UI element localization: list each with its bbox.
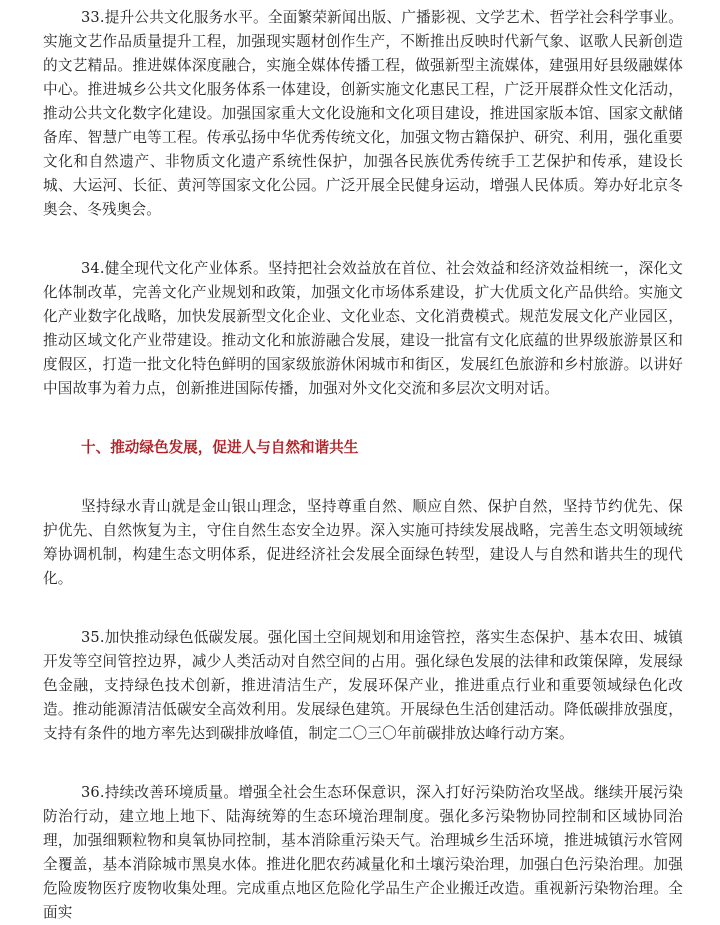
paragraph-34: 34.健全现代文化产业体系。坚持把社会效益放在首位、社会效益和经济效益相统一，深化文化体制改革，完善文化产业规划和政策，加强文化市场体系建设，扩大优质文化产品供给。实施文化产业数字化战略，加快发展新型文化企业、文化业态、文化消费模式。规范发展文化产业园区，推动区域文化产业带建设。推动文化和旅游融合发展，建设一批富有文化底蕴的世界级旅游景区和度假区，打造一批文化特色鲜明的国家级旅游休闲城市和街区，发展红色旅游和乡村旅游。以讲好中国故事为着力点，创新推进国际传播，加强对外文化交流和多层次文明对话。 bbox=[43, 260, 683, 397]
paragraph-section-intro: 坚持绿水青山就是金山银山理念，坚持尊重自然、顺应自然、保护自然，坚持节约优先、保护优先、自然恢复为主，守住自然生态安全边界。深入实施可持续发展战略，完善生态文明领域统筹协调机制，构建生态文明体系，促进经济社会发展全面绿色转型，建设人与自然和谐共生的现代化。 bbox=[43, 498, 683, 587]
paragraph-35: 35.加快推动绿色低碳发展。强化国土空间规划和用途管控，落实生态保护、基本农田、城镇开发等空间管控边界，减少人类活动对自然空间的占用。强化绿色发展的法律和政策保障，发展绿色金融，支持绿色技术创新，推进清洁生产，发展环保产业，推进重点行业和重要领域绿色化改造。推动能源清洁低碳安全高效利用。发展绿色建筑。开展绿色生活创建活动。降低碳排放强度，支持有条件的地方率先达到碳排放峰值，制定二〇三〇年前碳排放达峰行动方案。 bbox=[43, 629, 683, 742]
section-heading-10: 十、推动绿色发展，促进人与自然和谐共生 bbox=[81, 439, 359, 456]
paragraph-36: 36.持续改善环境质量。增强全社会生态环保意识，深入打好污染防治攻坚战。继续开展污染防治行动，建立地上地下、陆海统筹的生态环境治理制度。强化多污染物协同控制和区域协同治理，加强细颗粒物和臭氧协同控制，基本消除重污染天气。治理城乡生活环境，推进城镇污水管网全覆盖，基本消除城市黑臭水体。推进化肥农药减量化和土壤污染治理，加强白色污染治理。加强危险废物医疗废物收集处理。完成重点地区危险化学品生产企业搬迁改造。重视新污染物治理。全面实 bbox=[43, 784, 683, 921]
paragraph-33: 33.提升公共文化服务水平。全面繁荣新闻出版、广播影视、文学艺术、哲学社会科学事业。实施文艺作品质量提升工程，加强现实题材创作生产，不断推出反映时代新气象、讴歌人民新创造的文艺精品。推进媒体深度融合，实施全媒体传播工程，做强新型主流媒体，建强用好县级融媒体中心。推进城乡公共文化服务体系一体建设，创新实施文化惠民工程，广泛开展群众性文化活动，推动公共文化数字化建设。加强国家重大文化设施和文化项目建设，推进国家版本馆、国家文献储备库、智慧广电等工程。传承弘扬中华优秀传统文化，加强文物古籍保护、研究、利用，强化重要文化和自然遗产、非物质文化遗产系统性保护，加强各民族优秀传统手工艺保护和传承，建设长城、大运河、长征、黄河等国家文化公园。广泛开展全民健身运动，增强人民体质。筹办好北京冬奥会、冬残奥会。 bbox=[43, 9, 683, 218]
article-body bbox=[43, 6, 683, 925]
